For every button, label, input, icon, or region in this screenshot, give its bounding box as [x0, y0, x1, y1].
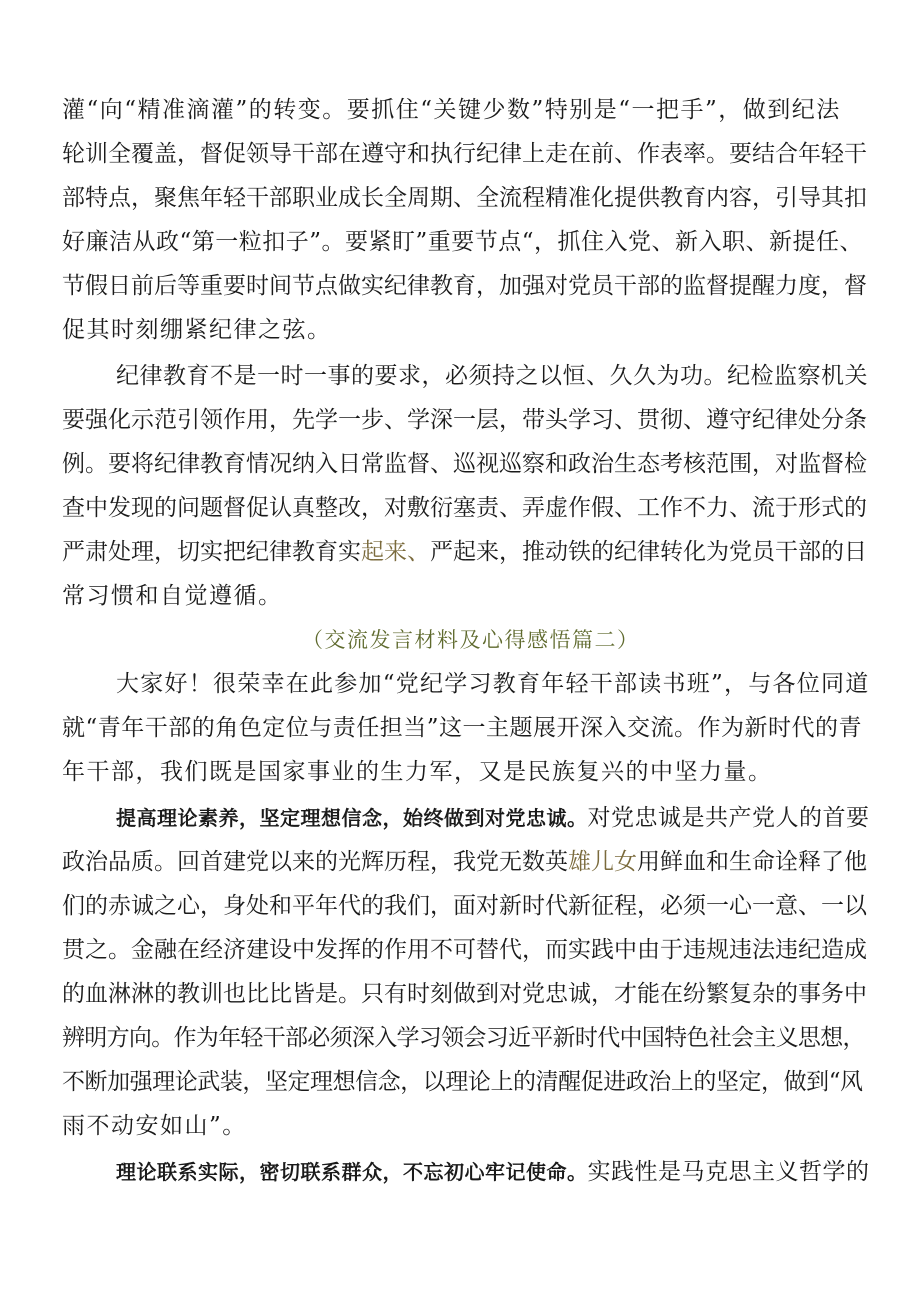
paragraph-4-line-8: 雨不动安如山”。 [62, 1113, 247, 1139]
paragraph-4-line-2 [62, 840, 867, 884]
paragraph-4-line-1-rest: 对党忠诚是共产党人的首要 [587, 805, 870, 831]
paragraph-2-line-2: 要强化示范引领作用，先学一步、学深一层，带头学习、贯彻、遵守纪律处分条 [62, 407, 867, 433]
paragraph-2-line-6: 常习惯和自觉遵循。 [62, 583, 283, 609]
paragraph-4-line-2-highlight: 雄儿女 [568, 849, 637, 875]
paragraph-2-line-5 [62, 530, 867, 574]
paragraph-4-line-5: 的血淋淋的教训也比比皆是。只有时刻做到对党忠诚，才能在纷繁复杂的事务中 [62, 981, 867, 1007]
paragraph-3-line-2: 就“青年干部的角色定位与责任担当”这一主题展开深入交流。作为新时代的青 [62, 715, 863, 741]
paragraph-2-line-4: 查中发现的问题督促认真整改，对敷衍塞责、弄虚作假、工作不力、流于形式的 [62, 495, 867, 521]
paragraph-2-line-5-part-a: 严肃处理，切实把纪律教育实 [62, 539, 361, 565]
paragraph-2-line-5-highlight: 起来、 [361, 539, 430, 565]
paragraph-4-bold-lead: 提高理论素养，坚定理想信念，始终做到对党忠诚。 [116, 806, 588, 830]
paragraph-1-line-4: 好廉洁从政“第一粒扣子”。要紧盯”重要节点“，抓住入党、新入职、新提任、 [62, 229, 864, 255]
paragraph-4-line-3: 们的赤诚之心，身处和平年代的我们，面对新时代新征程，必须一心一意、一以 [62, 893, 867, 919]
paragraph-1-line-6: 促其时刻绷紧纪律之弦。 [62, 317, 332, 343]
paragraph-4-line-4: 贯之。金融在经济建设中发挥的作用不可替代，而实践中由于违规违法违纪造成 [62, 937, 867, 963]
paragraph-5-bold-lead: 理论联系实际，密切联系群众，不忘初心牢记使命。 [116, 1160, 588, 1184]
paragraph-4-line-2-part-a: 政治品质。回首建党以来的光辉历程，我党无数英 [62, 849, 568, 875]
paragraph-4-line-7: 不断加强理论武装，坚定理想信念，以理论上的清醒促进政治上的坚定，做到“风 [62, 1069, 863, 1095]
paragraph-2-line-3: 例。要将纪律教育情况纳入日常监督、巡视巡察和政治生态考核范围，对监督检 [62, 451, 867, 477]
paragraph-3-line-1: 大家好！很荣幸在此参加“党纪学习教育年轻干部读书班”，与各位同道 [116, 671, 870, 697]
paragraph-4-line-1 [116, 796, 870, 840]
paragraph-1-line-5: 节假日前后等重要时间节点做实纪律教育，加强对党员干部的监督提醒力度，督 [62, 273, 867, 299]
paragraph-4-line-2-part-c: 用鲜血和生命诠释了他 [637, 849, 867, 875]
paragraph-5-line-1-rest: 实践性是马克思主义哲学的 [587, 1159, 870, 1185]
paragraph-2-line-5-part-c: 严起来，推动铁的纪律转化为党员干部的日 [430, 539, 867, 565]
paragraph-1-line-2: 轮训全覆盖，督促领导干部在遵守和执行纪律上走在前、作表率。要结合年轻干 [62, 141, 867, 167]
paragraph-3-line-3: 年干部，我们既是国家事业的生力军，又是民族复兴的中坚力量。 [62, 759, 773, 785]
paragraph-4-line-6: 辨明方向。作为年轻干部必须深入学习领会习近平新时代中国特色社会主义思想， [62, 1025, 865, 1051]
section-heading: （交流发言材料及心得感悟篇二） [302, 628, 640, 652]
paragraph-1-line-1: 灌“向“精准滴灌”的转变。要抓住“关键少数”特别是“一把手”，做到纪法 [62, 97, 841, 123]
paragraph-5-line-1 [116, 1150, 870, 1194]
paragraph-2-line-1: 纪律教育不是一时一事的要求，必须持之以恒、久久为功。纪检监察机关 [116, 363, 868, 389]
paragraph-1-line-3: 部特点，聚焦年轻干部职业成长全周期、全流程精准化提供教育内容，引导其扣 [62, 185, 867, 211]
